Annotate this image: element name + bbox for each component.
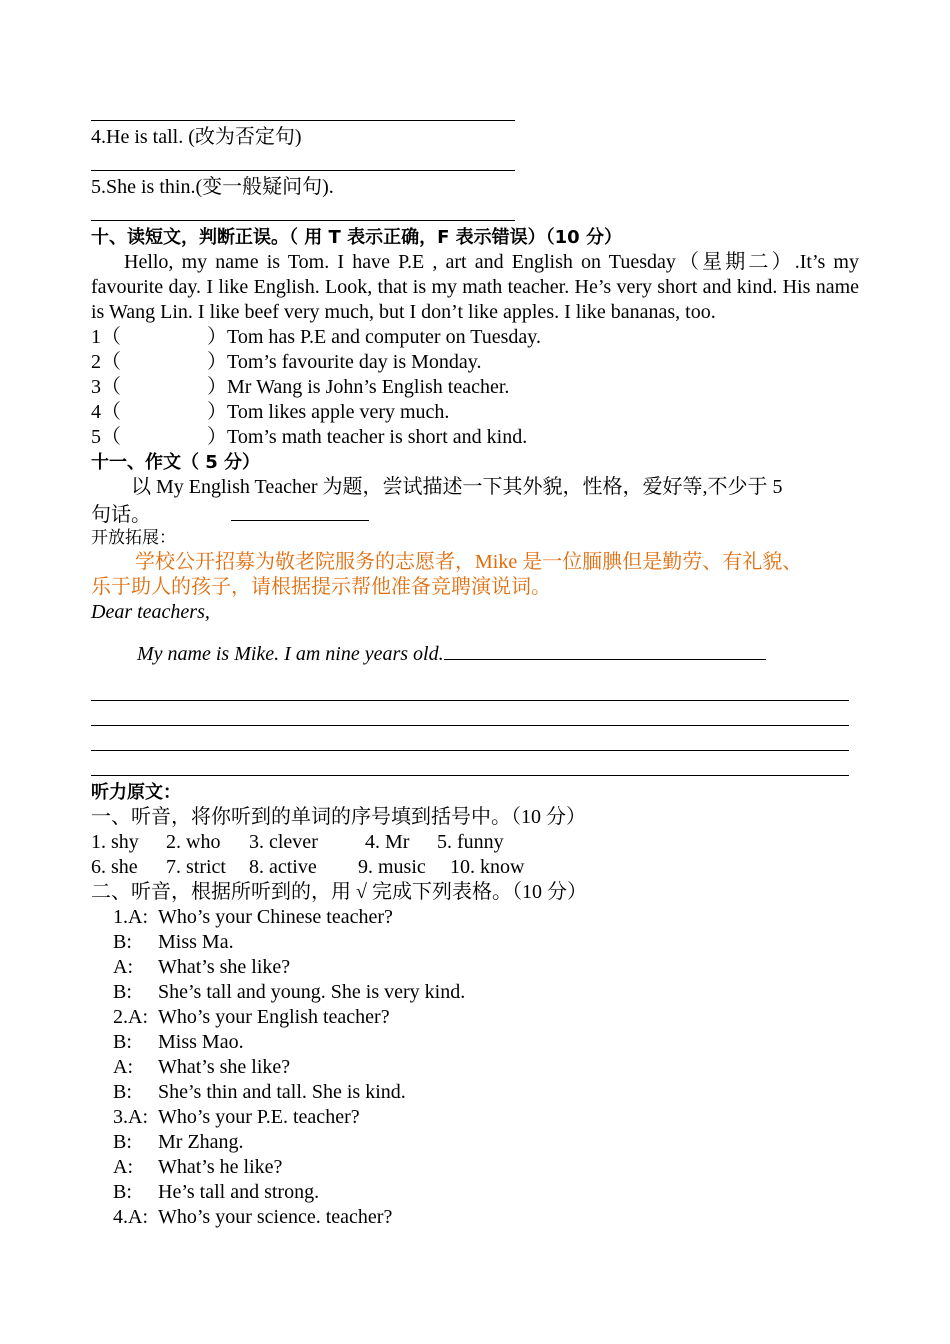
tf-item: 3（ ）Mr Wang is John’s English teacher. [91, 376, 510, 398]
item-text: Tom’s math teacher is short and kind. [227, 426, 528, 448]
answer-line[interactable] [444, 639, 766, 660]
dialogue-line: B: Miss Mao. [113, 1031, 244, 1053]
word-list-row: 6. she 7. strict 8. active 9. music 10. know [91, 856, 525, 878]
listening-part-heading: 一、听音，将你听到的单词的序号填到括号中。（10 分） [91, 806, 586, 828]
item-number: 2（ [91, 351, 121, 373]
section-heading: 十、读短文，判断正误。（ 用 T 表示正确，F 表示错误）（10 分） [91, 227, 622, 248]
dialogue-line: 4.A: Who’s your science. teacher? [113, 1206, 393, 1228]
title-blank[interactable] [231, 500, 369, 521]
speech-opening: My name is Mike. I am nine years old. [91, 639, 859, 664]
item-number: 1（ [91, 326, 121, 348]
answer-line[interactable] [91, 680, 859, 705]
dialogue-line: A: What’s she like? [113, 1056, 291, 1078]
extension-label: 开放拓展： [91, 528, 176, 547]
salutation: Dear teachers, [91, 601, 210, 623]
answer-line[interactable] [91, 150, 859, 175]
answer-line[interactable] [91, 755, 859, 780]
question-item: 4.He is tall. (改为否定句) [91, 126, 302, 148]
answer-line[interactable] [91, 100, 859, 125]
answer-line[interactable] [91, 730, 859, 755]
item-number: 4（ [91, 401, 121, 423]
item-text: Tom’s favourite day is Monday. [227, 351, 482, 373]
item-text: Mr Wang is John’s English teacher. [227, 376, 510, 398]
item-number: 3（ [91, 376, 121, 398]
dialogue-line: B: Mr Zhang. [113, 1131, 244, 1153]
extension-prompt: 乐于助人的孩子，请根据提示帮他准备竞聘演说词。 [91, 576, 551, 598]
word-list-row: 1. shy 2. who 3. clever 4. Mr 5. funny [91, 831, 504, 853]
tf-item: 4（ ）Tom likes apple very much. [91, 401, 450, 423]
writing-prompt: 以 My English Teacher 为题，尝试描述一下其外貌，性格，爱好等,不少于 5 [131, 476, 783, 498]
dialogue-line: B: She’s thin and tall. She is kind. [113, 1081, 406, 1103]
dialogue-line: 2.A: Who’s your English teacher? [113, 1006, 390, 1028]
listening-heading: 听力原文： [91, 782, 181, 803]
answer-line[interactable] [91, 705, 859, 730]
dialogue-line: 1.A: Who’s your Chinese teacher? [113, 906, 393, 928]
tf-item: 1（ ）Tom has P.E and computer on Tuesday. [91, 326, 541, 348]
tf-item: 5（ ）Tom’s math teacher is short and kind. [91, 426, 528, 448]
question-item: 5.She is thin.(变一般疑问句). [91, 176, 334, 198]
dialogue-line: A: What’s she like? [113, 956, 291, 978]
tf-item: 2（ ）Tom’s favourite day is Monday. [91, 351, 482, 373]
answer-line[interactable] [91, 200, 859, 225]
writing-prompt-end: 句话。 [91, 500, 859, 525]
section-heading: 十一、作文（ 5 分） [91, 452, 261, 473]
item-text: Tom has P.E and computer on Tuesday. [227, 326, 541, 348]
dialogue-line: A: What’s he like? [113, 1156, 283, 1178]
dialogue-line: 3.A: Who’s your P.E. teacher? [113, 1106, 360, 1128]
item-text: Tom likes apple very much. [227, 401, 450, 423]
dialogue-line: B: She’s tall and young. She is very kind. [113, 981, 466, 1003]
item-number: 5（ [91, 426, 121, 448]
worksheet-page [91, 100, 859, 1230]
dialogue-line: B: Miss Ma. [113, 931, 234, 953]
listening-part-heading: 二、听音，根据所听到的，用 √ 完成下列表格。（10 分） [91, 881, 587, 903]
dialogue-line: B: He’s tall and strong. [113, 1181, 320, 1203]
extension-prompt: 学校公开招募为敬老院服务的志愿者，Mike 是一位腼腆但是勤劳、有礼貌、 [135, 551, 803, 573]
reading-passage: Hello, my name is Tom. I have P.E , art and English on Tuesday（星期二）.It’s my favourite day. I like English. Look, that is my math teacher. He’s very short and kind. His name is Wang Lin. I like beef very much, but I don’t like apples. I like bananas, too. [91, 251, 859, 323]
